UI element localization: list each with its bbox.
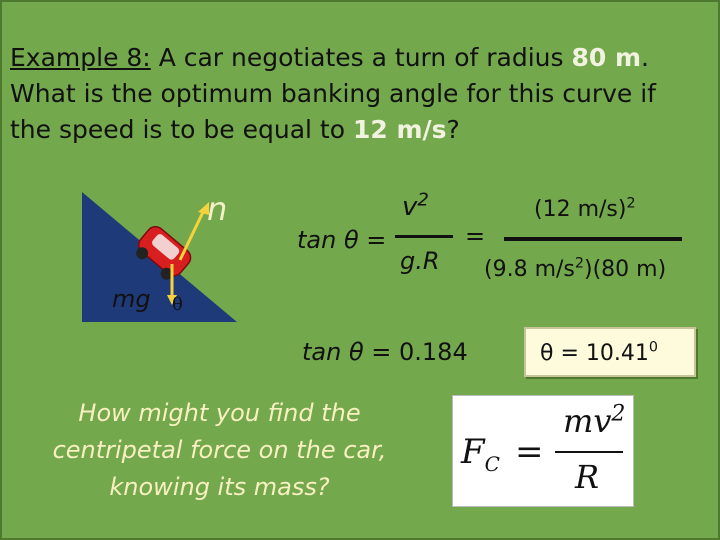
follow-up-question: How might you find the centripetal force on the car, knowing its mass? xyxy=(52,399,387,501)
mv-exponent: 2 xyxy=(611,401,626,427)
problem-statement xyxy=(10,40,710,148)
angle-result: θ = 10.41 xyxy=(540,341,649,366)
tan-theta-lhs: tan θ = xyxy=(297,226,387,254)
weight-label: mg xyxy=(112,285,151,313)
fraction-bar xyxy=(395,235,453,238)
formula-fraction-bar xyxy=(555,451,623,453)
tan-theta-result xyxy=(302,338,468,366)
angle-label: θ xyxy=(172,294,183,315)
degree-symbol: 0 xyxy=(648,339,658,356)
normal-force-label: n xyxy=(207,190,228,228)
angle-result-box xyxy=(524,327,696,377)
title-line3-post: ? xyxy=(446,115,460,144)
tan-theta-formula xyxy=(297,189,486,287)
title-line1-pre: A car negotiates a turn of radius xyxy=(150,43,572,72)
tan-theta-label: tan θ xyxy=(302,338,364,366)
numeric-fraction-bar xyxy=(504,237,682,241)
equals-sign: = xyxy=(465,222,486,250)
speed-exponent: 2 xyxy=(626,195,636,212)
radius-expression: )(80 m) xyxy=(583,257,667,282)
formula-denominator: R xyxy=(575,458,600,496)
numeric-fraction xyxy=(482,197,717,292)
title-line2: What is the optimum banking angle for this curve if xyxy=(10,79,656,108)
speed-value: 12 m/s xyxy=(352,115,447,144)
g-r-denominator: g.R xyxy=(400,247,440,275)
formula-equals: = xyxy=(515,432,544,472)
centripetal-force-formula xyxy=(452,395,634,507)
v-symbol: v xyxy=(402,192,418,222)
gravity-exponent: 2 xyxy=(574,255,584,272)
speed-expression: (12 m/s) xyxy=(534,197,627,222)
v-exponent: 2 xyxy=(417,189,429,211)
title-line3-pre: the speed is to be equal to xyxy=(10,115,353,144)
mv-symbol: mv xyxy=(563,402,612,440)
radius-value: 80 m xyxy=(571,43,642,72)
formula-numerator xyxy=(563,402,625,440)
numeric-numerator xyxy=(534,197,636,222)
force-symbol xyxy=(461,432,500,476)
f-letter: F xyxy=(461,432,485,472)
normal-force-arrow xyxy=(180,210,204,260)
v-squared xyxy=(402,189,429,222)
example-label: Example 8: xyxy=(10,43,151,72)
gravity-expression: (9.8 m/s xyxy=(484,257,575,282)
title-line1-post: . xyxy=(641,43,649,72)
tan-theta-value: = 0.184 xyxy=(363,338,468,366)
c-subscript: C xyxy=(484,451,500,476)
numeric-denominator xyxy=(484,257,666,282)
